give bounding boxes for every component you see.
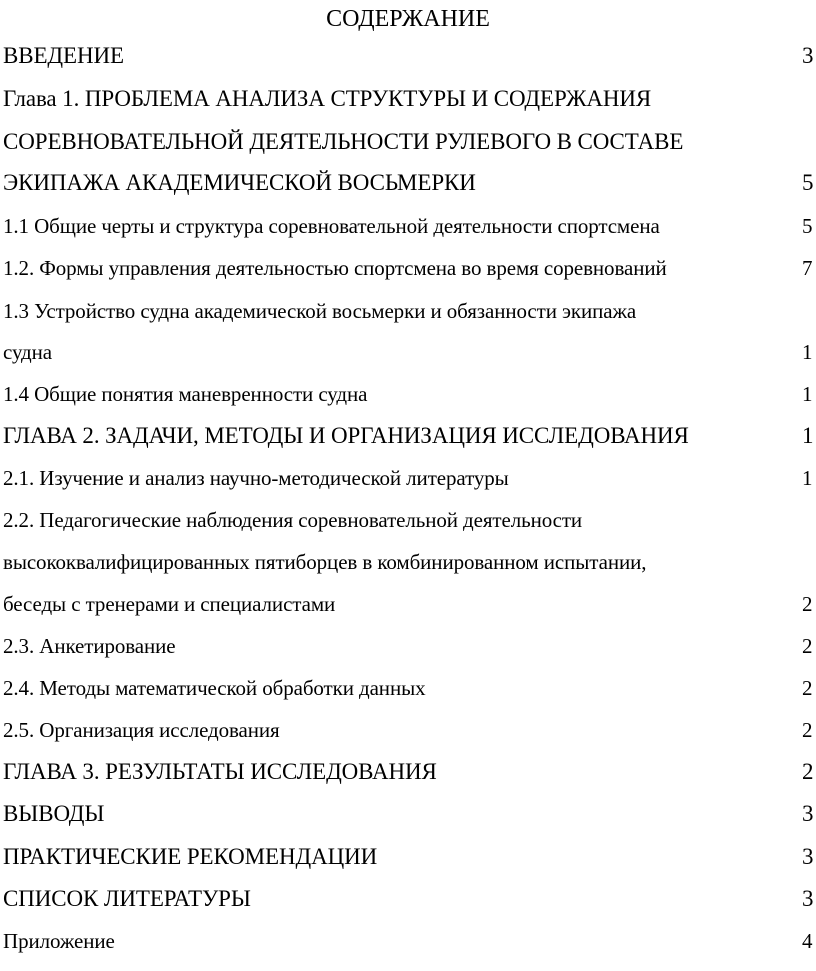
toc-page-number: 5 <box>802 170 814 195</box>
toc-entry-section-2-2-cont: беседы с тренерами и специалистами <box>3 592 336 616</box>
toc-entry-appendix: Приложение <box>3 929 115 953</box>
toc-entry-section-1-1: 1.1 Общие черты и структура соревновательной деятельности спортсмена <box>3 214 660 238</box>
toc-page-number: 3 <box>802 801 814 826</box>
toc-entry-section-2-3: 2.3. Анкетирование <box>3 634 176 658</box>
toc-entry-chapter-1: Глава 1. ПРОБЛЕМА АНАЛИЗА СТРУКТУРЫ И СОДЕРЖАНИЯ <box>3 86 652 111</box>
toc-page-number: 2 <box>802 592 813 616</box>
toc-entry-references: СПИСОК ЛИТЕРАТУРЫ <box>3 886 251 911</box>
toc-entry-section-2-2-cont: высококвалифицированных пятиборцев в комбинированном испытании, <box>3 550 647 574</box>
toc-page-number: 1 <box>802 423 814 448</box>
toc-entry-section-1-2: 1.2. Формы управления деятельностью спортсмена во время соревнований <box>3 256 667 280</box>
toc-page-number: 1 <box>802 382 813 406</box>
toc-title: СОДЕРЖАНИЕ <box>326 6 490 32</box>
toc-entry-chapter-3: ГЛАВА 3. РЕЗУЛЬТАТЫ ИССЛЕДОВАНИЯ <box>3 759 437 784</box>
toc-entry-section-2-5: 2.5. Организация исследования <box>3 718 280 742</box>
toc-entry-section-2-2: 2.2. Педагогические наблюдения соревновательной деятельности <box>3 508 583 532</box>
toc-page-number: 2 <box>802 759 814 784</box>
toc-entry-recommendations: ПРАКТИЧЕСКИЕ РЕКОМЕНДАЦИИ <box>3 844 378 869</box>
toc-entry-section-2-4: 2.4. Методы математической обработки данных <box>3 676 426 700</box>
toc-entry-section-1-3: 1.3 Устройство судна академической восьмерки и обязанности экипажа <box>3 299 637 323</box>
toc-page-number: 3 <box>802 43 814 68</box>
toc-page-number: 2 <box>802 634 813 658</box>
toc-page-number: 5 <box>802 214 813 238</box>
toc-page-number: 7 <box>802 256 813 280</box>
toc-page-number: 3 <box>802 886 814 911</box>
toc-page-number: 2 <box>802 676 813 700</box>
toc-page-number: 3 <box>802 844 814 869</box>
toc-entry-chapter-1-cont: СОРЕВНОВАТЕЛЬНОЙ ДЕЯТЕЛЬНОСТИ РУЛЕВОГО В СОСТАВЕ <box>3 129 684 154</box>
toc-page-number: 2 <box>802 718 813 742</box>
toc-entry-chapter-2: ГЛАВА 2. ЗАДАЧИ, МЕТОДЫ И ОРГАНИЗАЦИЯ ИССЛЕДОВАНИЯ <box>3 423 689 448</box>
toc-entry-introduction: ВВЕДЕНИЕ <box>3 43 124 68</box>
toc-entry-section-1-4: 1.4 Общие понятия маневренности судна <box>3 382 368 406</box>
toc-page-number: 1 <box>802 340 813 364</box>
toc-page-number: 4 <box>802 929 813 953</box>
toc-page-number: 1 <box>802 466 813 490</box>
toc-entry-section-2-1: 2.1. Изучение и анализ научно-методической литературы <box>3 466 509 490</box>
toc-entry-conclusions: ВЫВОДЫ <box>3 801 105 826</box>
toc-entry-section-1-3-cont: судна <box>3 340 52 364</box>
toc-entry-chapter-1-cont: ЭКИПАЖА АКАДЕМИЧЕСКОЙ ВОСЬМЕРКИ <box>3 170 476 195</box>
